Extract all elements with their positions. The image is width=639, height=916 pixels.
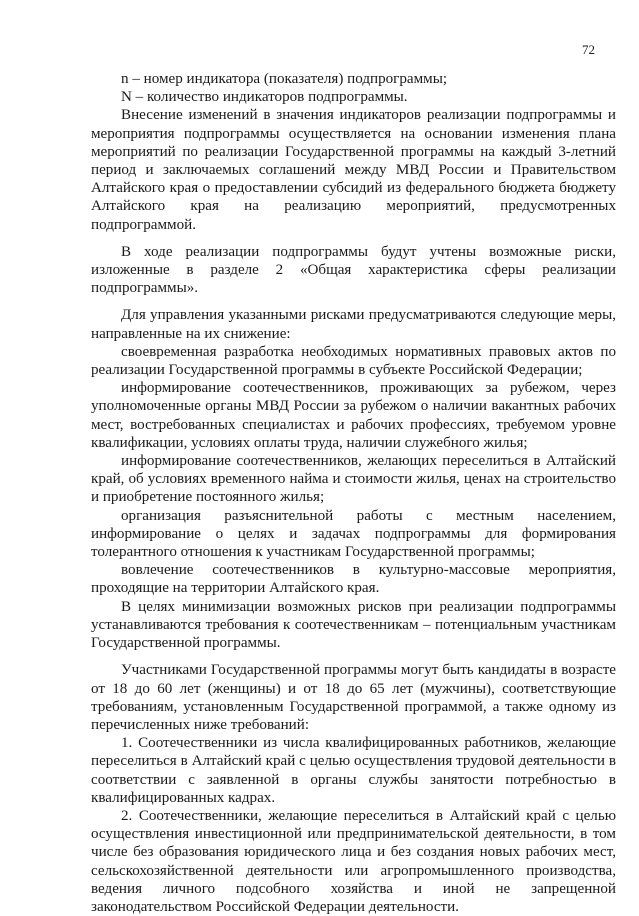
paragraph-measure-inform-housing: информирование соотечественников, желающих переселиться в Алтайский край, об условиях временного найма и стоимости жилья, ценах на строительство и приобретение постоянного жилья; <box>91 453 616 506</box>
paragraph-N-definition: N – количество индикаторов подпрограммы. <box>121 89 408 106</box>
paragraph-measure-local-population: организация разъяснительной работы с местным населением, информирование о целях и задачах подпрограммы для формирования толерантного отношения к участникам Государственной программы; <box>91 507 616 561</box>
paragraph-n-definition: n – номер индикатора (показателя) подпрограммы; <box>121 71 448 87</box>
paragraph-requirement-2: 2. Соотечественники, желающие переселиться в Алтайский край с целью осуществления инвестиционной или предпринимательской деятельности, в том числе без образования юридического лица и без создания новых рабочих мест, сельскохозяйственной деятельности или агропромышленного производства, ведения личного подсобного хозяйства и иной не запрещенной законодательством Российской Федерации деятельности. <box>91 807 616 915</box>
document-body <box>91 70 616 916</box>
paragraph-requirements: В целях минимизации возможных рисков при реализации подпрограммы устанавливаются требования к соотечественникам – потенциальным участникам Государственной программы. <box>91 598 616 652</box>
paragraph-risks: В ходе реализации подпрограммы будут учтены возможные риски, изложенные в разделе 2 «Общая характеристика сферы реализации подпрограммы». <box>91 243 616 297</box>
paragraph-indicator-changes: Внесение изменений в значения индикаторов реализации подпрограммы и мероприятия подпрограммы осуществляется на основании изменения плана мероприятий по реализации Государственной программы на каждый 3-летний период и заключаемых соглашений между МВД России и Правительством Алтайского края о предоставлении субсидий из федерального бюджета бюджету Алтайского края на реализацию мероприятий, предусмотренных подпрограммой. <box>91 107 616 233</box>
paragraph-risk-measures: Для управления указанными рисками предусматриваются следующие меры, направленные на их снижение: <box>91 307 616 342</box>
paragraph-measure-cultural-events: вовлечение соотечественников в культурно-массовые мероприятия, проходящие на территории Алтайского края. <box>91 562 616 597</box>
paragraph-requirement-1: 1. Соотечественники из числа квалифицированных работников, желающие переселиться в Алтайский край с целью осуществления трудовой деятельности в соответствии с заявленной в органы службы занятости потребностью в квалифицированных кадрах. <box>91 735 616 806</box>
paragraph-participants: Участниками Государственной программы могут быть кандидаты в возрасте от 18 до 60 лет (женщины) и от 18 до 65 лет (мужчины), соответствующие требованиям, установленным Государственной программой, а также одному из перечисленных ниже требований: <box>91 662 616 733</box>
paragraph-measure-inform-abroad: информирование соотечественников, проживающих за рубежом, через уполномоченные органы МВД России за рубежом о наличии вакантных рабочих мест, востребованных специалистах и рабочих профессиях, требуемом уровне квалификации, условиях оплаты труда, наличии служебного жилья; <box>91 380 616 451</box>
page-number: 72 <box>582 42 595 57</box>
paragraph-measure-legal-acts: своевременная разработка необходимых нормативных правовых актов по реализации Государственной программы в субъекте Российской Федерации; <box>91 343 616 379</box>
